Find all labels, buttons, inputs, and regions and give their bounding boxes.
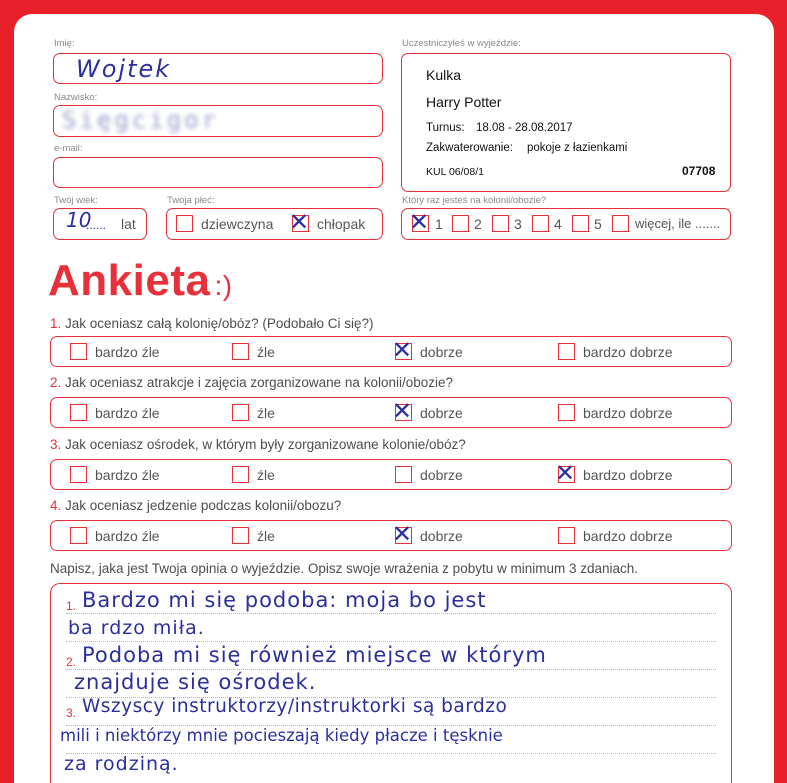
- checkbox-q3-option-4[interactable]: [555, 459, 576, 487]
- answer-label: źle: [257, 467, 275, 483]
- checkbox-q4-option-4[interactable]: [558, 527, 575, 544]
- check-mark-icon: ✕: [392, 520, 413, 548]
- answer-label: dobrze: [420, 344, 463, 360]
- opinion-line-3: Podoba mi się również miejsce w którym: [82, 643, 547, 667]
- answer-label: źle: [257, 528, 275, 544]
- checkbox-q1-option-3[interactable]: [392, 336, 413, 364]
- lodging-value: pokoje z łazienkami: [527, 142, 628, 154]
- opinion-line-5: Wszyscy instruktorzy/instruktorki są bardzo: [82, 696, 508, 717]
- check-mark-icon: ✕: [409, 208, 430, 236]
- checkbox-q3-option-3[interactable]: [395, 466, 412, 483]
- opinion-line-1: Bardzo mi się podoba: moja bo jest: [82, 588, 487, 612]
- checkbox-q4-option-1[interactable]: [70, 527, 87, 544]
- sex-option-boy: chłopak: [317, 216, 366, 232]
- age-value: 10: [66, 208, 92, 232]
- surname-value-redacted: Sięgcigor: [62, 106, 220, 134]
- lodging-label: Zakwaterowanie:: [426, 142, 513, 154]
- checkbox-q4-option-2[interactable]: [232, 527, 249, 544]
- opinion-number-1: 1.: [66, 599, 77, 613]
- checkbox-q1-option-2[interactable]: [232, 343, 249, 360]
- camp-theme: Harry Potter: [426, 94, 502, 110]
- age-unit: lat: [121, 216, 136, 232]
- times-option-5: 5: [594, 216, 602, 232]
- checkbox-q1-option-1[interactable]: [70, 343, 87, 360]
- email-label: e-mail:: [54, 143, 83, 154]
- answer-label: bardzo źle: [95, 344, 160, 360]
- answer-label: bardzo źle: [95, 528, 160, 544]
- checkbox-times-more[interactable]: [612, 215, 629, 232]
- camp-label: Uczestniczyłeś w wyjeździe:: [402, 38, 521, 49]
- checkbox-q3-option-1[interactable]: [70, 466, 87, 483]
- answer-label: bardzo dobrze: [583, 344, 673, 360]
- checkbox-q2-option-3[interactable]: [392, 397, 413, 425]
- checkbox-q3-option-2[interactable]: [232, 466, 249, 483]
- checkbox-times-5[interactable]: [572, 215, 589, 232]
- answer-label: źle: [257, 405, 275, 421]
- checkbox-q2-option-1[interactable]: [70, 404, 87, 421]
- sex-label: Twoja płeć:: [167, 195, 215, 206]
- answer-label: bardzo źle: [95, 405, 160, 421]
- answer-label: dobrze: [420, 528, 463, 544]
- checkbox-q2-option-4[interactable]: [558, 404, 575, 421]
- camp-code: KUL 06/08/1: [426, 166, 484, 178]
- times-option-1: 1: [435, 216, 443, 232]
- age-label: Twój wiek:: [54, 195, 98, 206]
- check-mark-icon: ✕: [555, 459, 576, 487]
- camp-number: 07708: [682, 164, 716, 178]
- opinion-line-4: znajduje się ośrodek.: [74, 670, 317, 694]
- opinion-prompt: Napisz, jaka jest Twoja opinia o wyjeździe. Opisz swoje wrażenia z pobytu w minimum 3 zdaniach.: [50, 561, 639, 576]
- camp-name: Kulka: [426, 67, 462, 83]
- opinion-line-2: ba rdzo miła.: [68, 617, 205, 639]
- times-label: Który raz jesteś na kolonii/obozie?: [402, 195, 547, 206]
- opinion-line-7: za rodziną.: [64, 753, 179, 775]
- answer-label: bardzo dobrze: [583, 528, 673, 544]
- checkbox-times-3[interactable]: [492, 215, 509, 232]
- surname-label: Nazwisko:: [54, 92, 98, 103]
- answer-label: bardzo dobrze: [583, 467, 673, 483]
- checkbox-girl[interactable]: [176, 215, 193, 232]
- checkbox-q4-option-3[interactable]: [392, 520, 413, 548]
- turnus-value: 18.08 - 28.08.2017: [476, 122, 573, 134]
- checkbox-boy[interactable]: [289, 208, 310, 236]
- checkbox-q1-option-4[interactable]: [558, 343, 575, 360]
- checkbox-times-1[interactable]: [409, 208, 430, 236]
- turnus-label: Turnus:: [426, 122, 465, 134]
- answer-label: bardzo źle: [95, 467, 160, 483]
- question-4: 4. Jak oceniasz jedzenie podczas kolonii/obozu?: [50, 498, 342, 513]
- check-mark-icon: ✕: [392, 336, 413, 364]
- check-mark-icon: ✕: [392, 397, 413, 425]
- age-dots: ......: [86, 218, 107, 232]
- name-label: Imię:: [54, 38, 75, 49]
- survey-title: Ankieta :): [48, 256, 233, 305]
- email-field[interactable]: [53, 157, 383, 188]
- checkbox-times-4[interactable]: [532, 215, 549, 232]
- answer-label: dobrze: [420, 405, 463, 421]
- writing-line: [66, 641, 716, 642]
- times-option-more: więcej, ile .......: [635, 216, 721, 231]
- name-value: Wojtek: [76, 55, 172, 83]
- checkbox-q2-option-2[interactable]: [232, 404, 249, 421]
- sex-option-girl: dziewczyna: [201, 216, 274, 232]
- answer-label: źle: [257, 344, 275, 360]
- writing-line: [66, 613, 716, 614]
- times-option-3: 3: [514, 216, 522, 232]
- times-option-4: 4: [554, 216, 562, 232]
- check-mark-icon: ✕: [289, 208, 310, 236]
- opinion-number-2: 2.: [66, 655, 77, 669]
- opinion-number-3: 3.: [66, 706, 77, 720]
- top-strip: [0, 0, 787, 14]
- opinion-line-6: mili i niektórzy mnie pocieszają kiedy płacze i tęsknie: [60, 726, 503, 745]
- checkbox-times-2[interactable]: [452, 215, 469, 232]
- answer-label: bardzo dobrze: [583, 405, 673, 421]
- question-1: 1. Jak oceniasz całą kolonię/obóz? (Podobało Ci się?): [50, 316, 374, 331]
- answer-label: dobrze: [420, 467, 463, 483]
- question-2: 2. Jak oceniasz atrakcje i zajęcia zorganizowane na kolonii/obozie?: [50, 375, 454, 390]
- question-3: 3. Jak oceniasz ośrodek, w którym były zorganizowane kolonie/obóz?: [50, 437, 466, 452]
- times-option-2: 2: [474, 216, 482, 232]
